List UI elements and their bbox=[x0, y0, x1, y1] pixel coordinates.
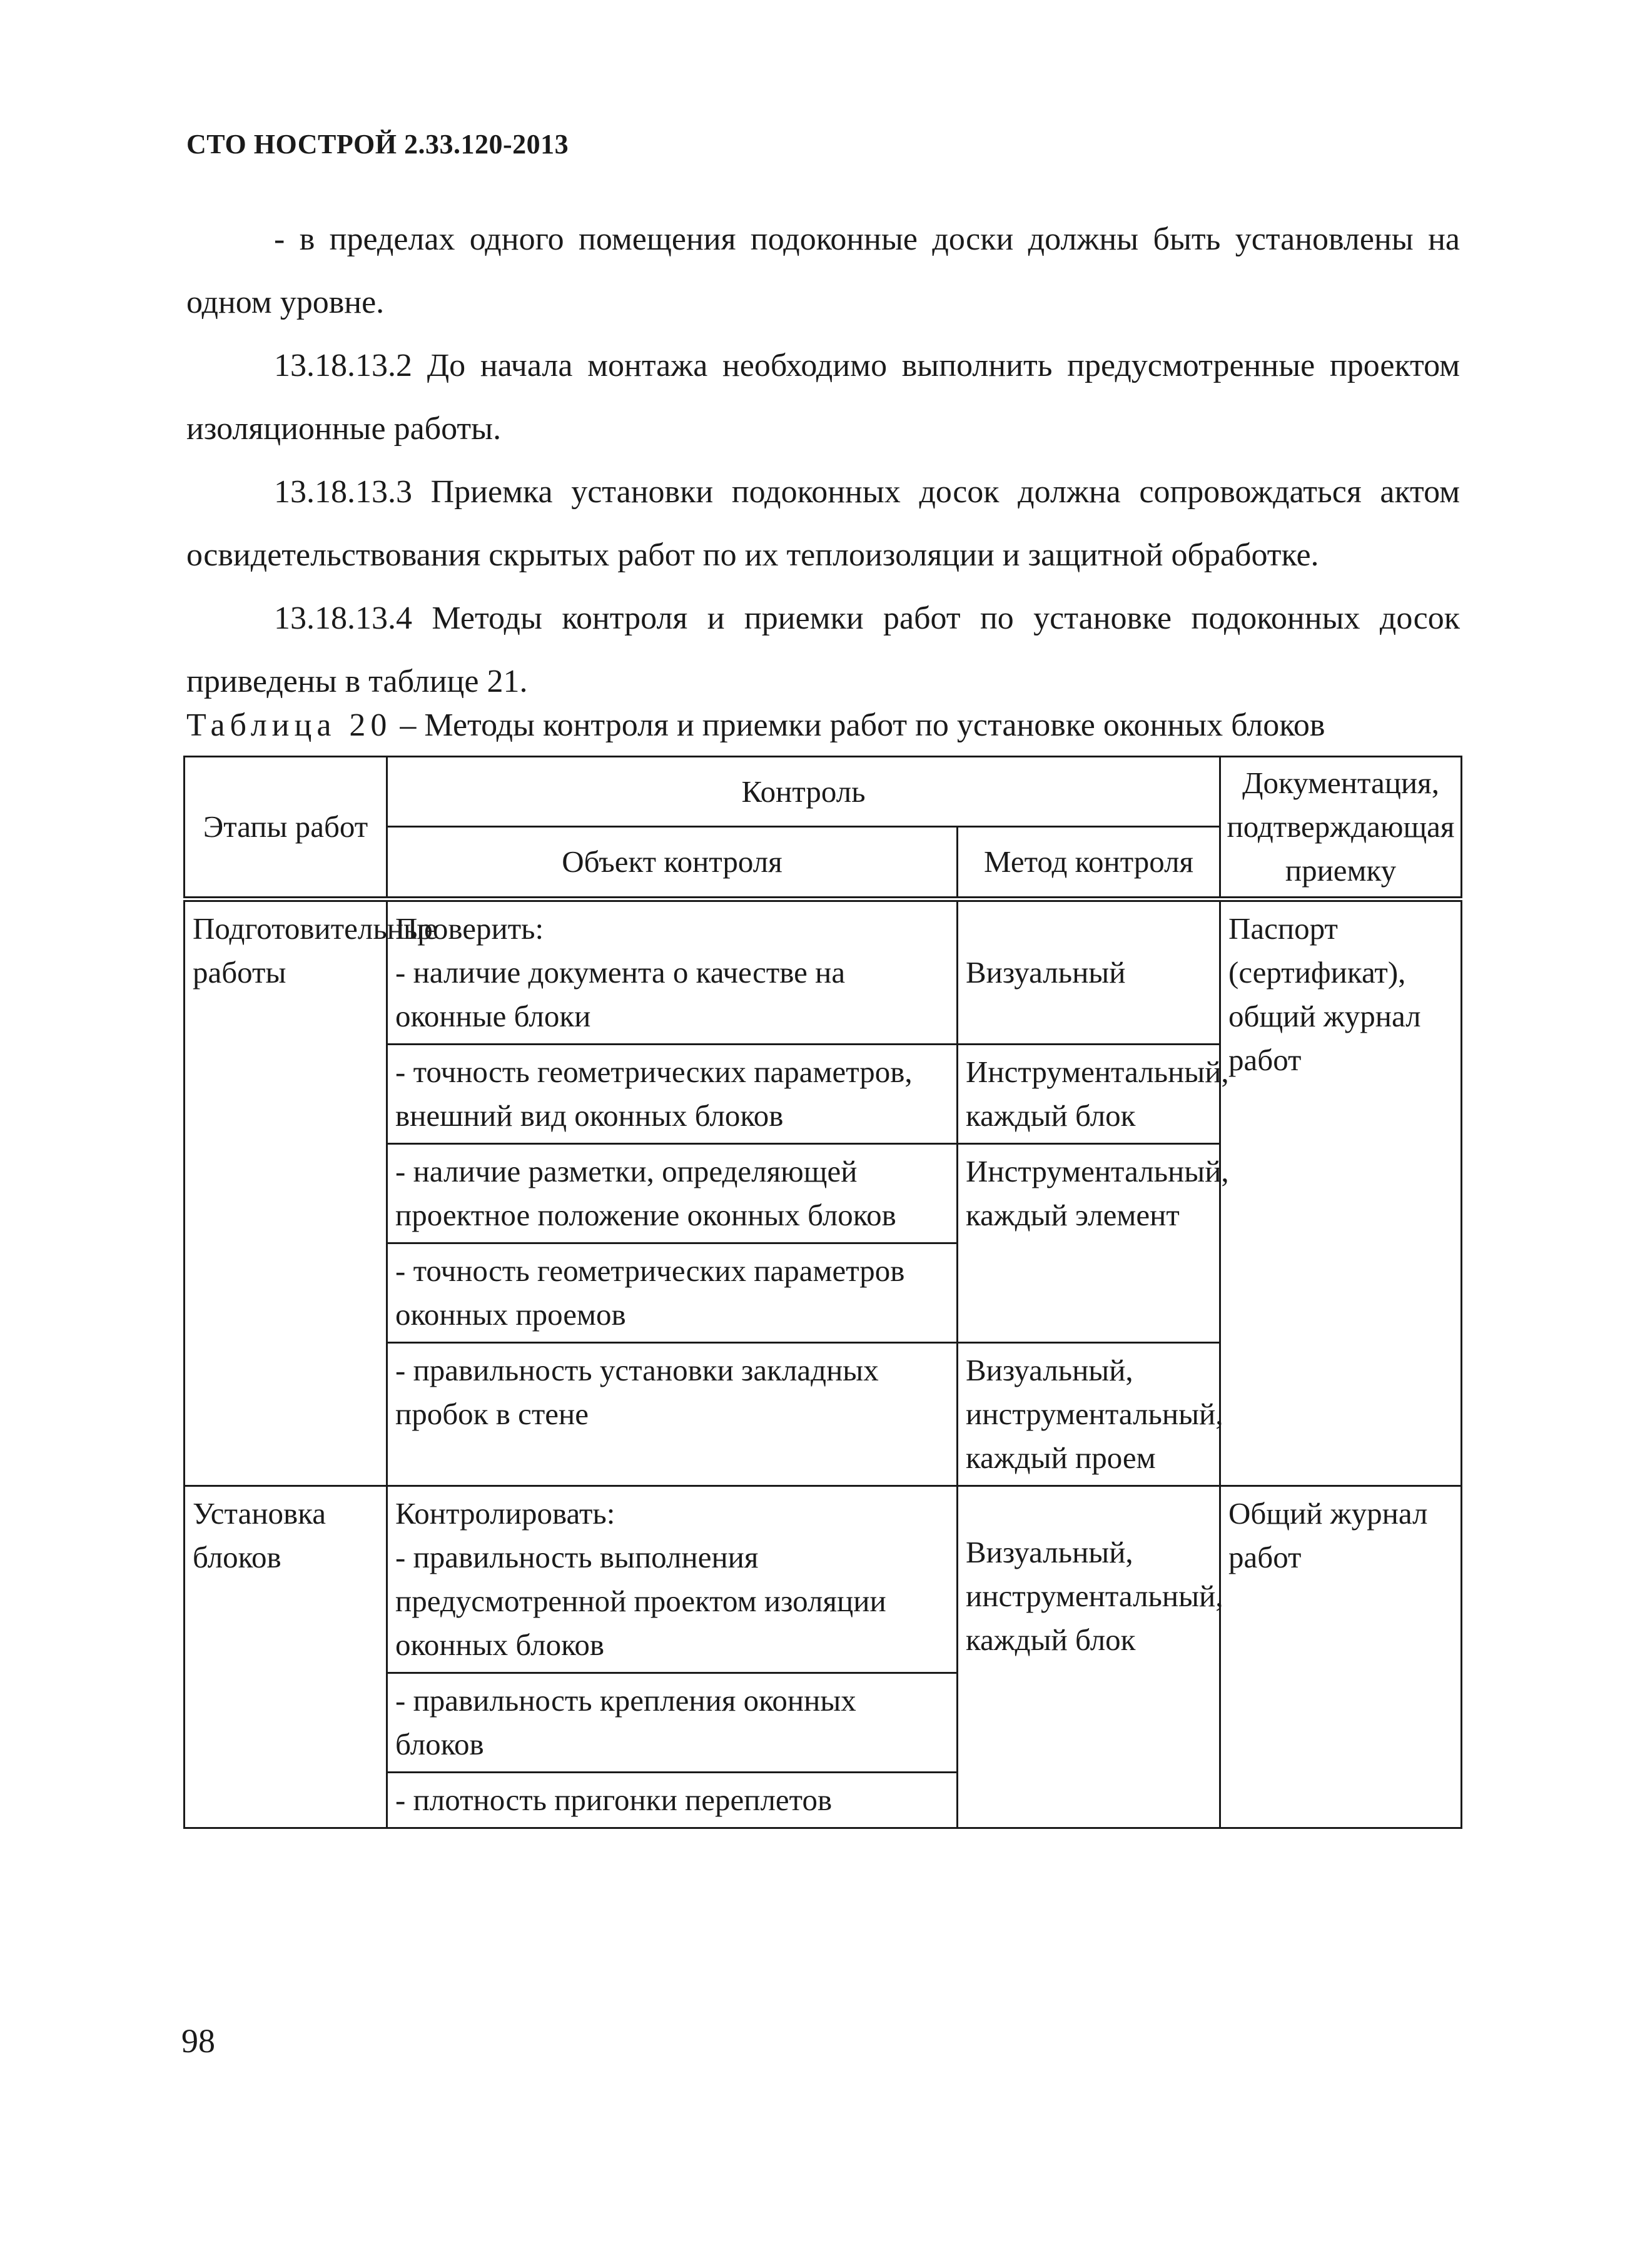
method-cell: Визуальный, инструментальный, каждый блок bbox=[958, 1486, 1220, 1828]
method-cell: Инструментальный, каждый блок bbox=[958, 1045, 1220, 1144]
docs-cell: Паспорт (сертификат), общий журнал работ bbox=[1220, 899, 1462, 1486]
stage-cell: Установка блоков bbox=[185, 1486, 387, 1828]
document-code: СТО НОСТРОЙ 2.33.120-2013 bbox=[186, 129, 569, 159]
header-stages: Этапы работ bbox=[185, 757, 387, 899]
paragraph: - в пределах одного помещения подоконные доски должны быть установлены на одном уровне. bbox=[186, 221, 1460, 320]
stage-cell: Подготовительные работы bbox=[185, 899, 387, 1486]
page-number: 98 bbox=[181, 2022, 215, 2060]
table-caption-text: – Методы контроля и приемки работ по установке оконных блоков bbox=[392, 707, 1325, 743]
method-cell: Инструментальный, каждый элемент bbox=[958, 1144, 1220, 1343]
object-cell: - правильность крепления оконных блоков bbox=[387, 1673, 958, 1773]
object-cell: - плотность пригонки переплетов bbox=[387, 1773, 958, 1828]
table-header-row bbox=[185, 757, 1462, 827]
header-docs: Документация, подтверждающая приемку bbox=[1220, 757, 1462, 899]
body-text bbox=[186, 208, 1460, 713]
control-methods-table bbox=[183, 756, 1462, 1829]
table-row bbox=[185, 1486, 1462, 1673]
method-cell: Визуальный bbox=[958, 899, 1220, 1045]
object-cell: - точность геометрических параметров, внешний вид оконных блоков bbox=[387, 1045, 958, 1144]
header-object: Объект контроля bbox=[387, 827, 958, 899]
paragraph: 13.18.13.4 Методы контроля и приемки работ по установке подоконных досок приведены в таблице 21. bbox=[186, 600, 1460, 699]
paragraph: 13.18.13.2 До начала монтажа необходимо выполнить предусмотренные проектом изоляционные работы. bbox=[186, 348, 1460, 447]
object-cell: - наличие разметки, определяющей проектное положение оконных блоков bbox=[387, 1144, 958, 1243]
object-cell: - правильность установки закладных пробок в стене bbox=[387, 1343, 958, 1486]
header-method: Метод контроля bbox=[958, 827, 1220, 899]
docs-cell: Общий журнал работ bbox=[1220, 1486, 1462, 1828]
table-caption bbox=[186, 694, 1325, 757]
table-caption-label: Таблица 20 bbox=[186, 707, 392, 743]
header-control: Контроль bbox=[387, 757, 1220, 827]
table-row bbox=[185, 899, 1462, 1045]
object-cell: - точность геометрических параметров оконных проемов bbox=[387, 1243, 958, 1343]
paragraph: 13.18.13.3 Приемка установки подоконных досок должна сопровождаться актом освидетельствования скрытых работ по их теплоизоляции и защитной обработке. bbox=[186, 474, 1460, 573]
object-cell: Проверить: - наличие документа о качестве на оконные блоки bbox=[387, 899, 958, 1045]
method-cell: Визуальный, инструментальный, каждый проем bbox=[958, 1343, 1220, 1486]
object-cell: Контролировать: - правильность выполнения предусмотренной проектом изоляции оконных блоков bbox=[387, 1486, 958, 1673]
